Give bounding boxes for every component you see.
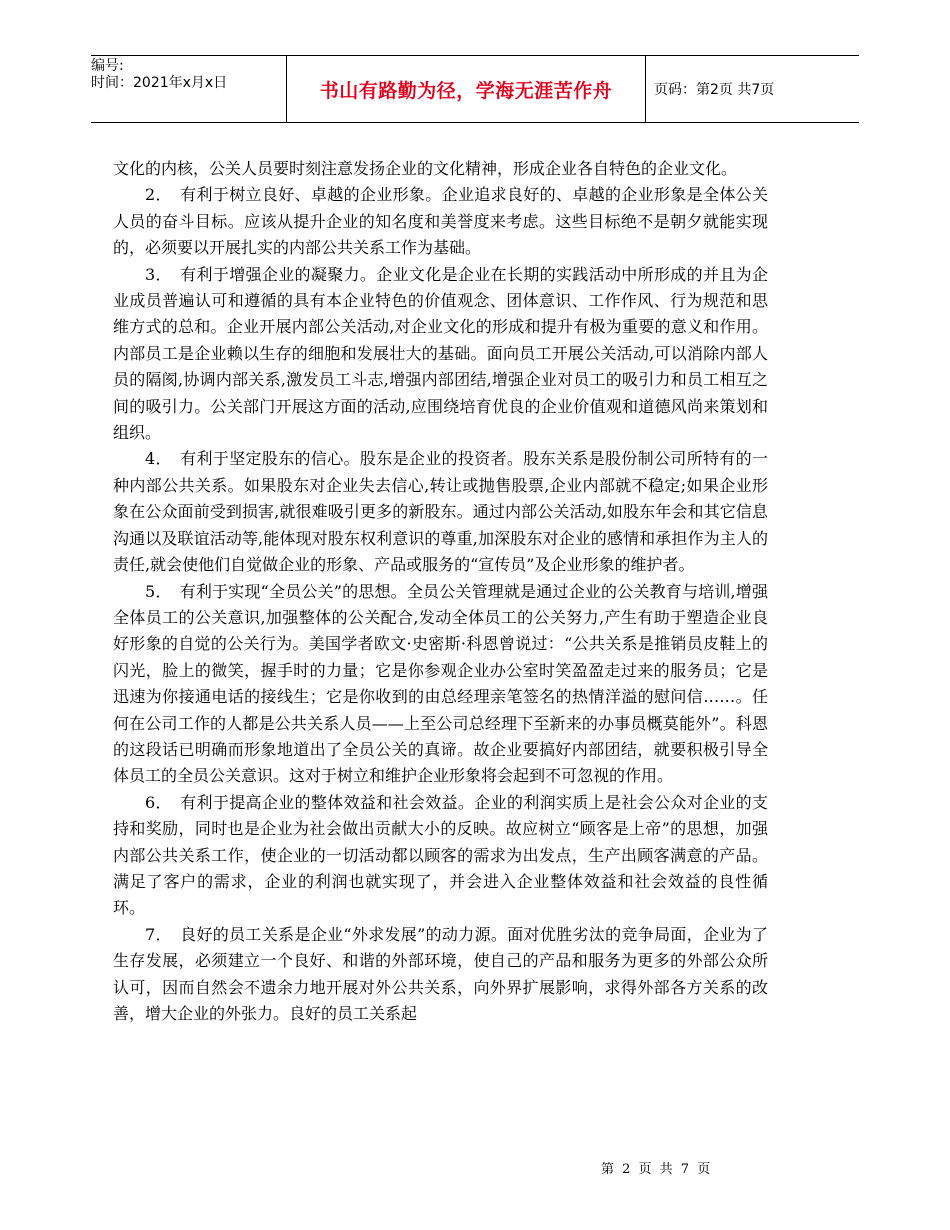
- paragraph: 文化的内核，公关人员要时刻注意发扬企业的文化精神，形成企业各自特色的企业文化。: [113, 159, 738, 178]
- header-page-info: 页码：第2页 共7页: [654, 82, 775, 98]
- paragraph: 4． 有利于坚定股东的信心。股东是企业的投资者。股东关系是股份制公司所特有的一种内部公共关系。如果股东对企业失去信心,转让或抛售股票,企业内部就不稳定;如果企业形象在公众面前受到损害,就很难吸引更多的新股东。通过内部公关活动,如股东年会和其它信息沟通以及联谊活动等,能体现对股东权利意识的尊重,加深股东对企业的感情和承担作为主人的责任,就会使他们自觉做企业的形象、产品或服务的“宣传员”及企业形象的维护者。: [113, 449, 768, 575]
- page-footer: 第 2 页 共 7 页: [601, 1162, 711, 1177]
- paragraph: 2． 有利于树立良好、卓越的企业形象。企业追求良好的、卓越的企业形象是全体公关人员的奋斗目标。应该从提升企业的知名度和美誉度来考虑。这些目标绝不是朝夕就能实现的，必须要以开展扎实的内部公共关系工作为基础。: [113, 185, 768, 258]
- header-meta: [91, 56, 286, 122]
- document-time: 时间：2021年x月x日: [91, 75, 228, 91]
- page-header: [91, 55, 859, 123]
- paragraph: 6． 有利于提高企业的整体效益和社会效益。企业的利润实质上是社会公众对企业的支持和奖励，同时也是企业为社会做出贡献大小的反映。故应树立“顾客是上帝”的思想，加强内部公共关系工作，使企业的一切活动都以顾客的需求为出发点，生产出顾客满意的产品。满足了客户的需求，企业的利润也就实现了，并会进入企业整体效益和社会效益的良性循环。: [113, 792, 768, 918]
- header-motto: 书山有路勤为径，学海无涯苦作舟: [286, 56, 646, 122]
- paragraph: 5． 有利于实现“全员公关”的思想。全员公关管理就是通过企业的公关教育与培训,增强全体员工的公关意识,加强整体的公关配合,发动全体员工的公关努力,产生有助于塑造企业良好形象的自觉的公关行为。美国学者欧文·史密斯·科恩曾说过：“公共关系是推销员皮鞋上的闪光，脸上的微笑，握手时的力量；它是你参观企业办公室时笑盈盈走过来的服务员；它是迅速为你接通电话的接线生；它是你收到的由总经理亲笔签名的热情洋溢的慰问信……。任何在公司工作的人都是公共关系人员——上至公司总经理下至新来的办事员概莫能外”。科恩的这段话已明确而形象地道出了全员公关的真谛。故企业要搞好内部团结，就要积极引导全体员工的全员公关意识。这对于树立和维护企业形象将会起到不可忽视的作用。: [113, 581, 768, 786]
- document-number-label: 编号:: [91, 58, 124, 74]
- document-body: [113, 156, 768, 1027]
- paragraph: 7． 良好的员工关系是企业“外求发展”的动力源。面对优胜劣汰的竞争局面，企业为了生存发展，必须建立一个良好、和谐的外部环境，使自己的产品和服务为更多的外部公众所认可，因而自然会不遗余力地开展对外公共关系，向外界扩展影响，求得外部各方关系的改善，增大企业的外张力。良好的员工关系起: [113, 924, 768, 1023]
- paragraph: 3． 有利于增强企业的凝聚力。企业文化是企业在长期的实践活动中所形成的并且为企业成员普遍认可和遵循的具有本企业特色的价值观念、团体意识、工作作风、行为规范和思维方式的总和。企业开展内部公关活动,对企业文化的形成和提升有极为重要的意义和作用。内部员工是企业赖以生存的细胞和发展壮大的基础。面向员工开展公关活动,可以消除内部人员的隔阂,协调内部关系,激发员工斗志,增强内部团结,增强企业对员工的吸引力和员工相互之间的吸引力。公关部门开展这方面的活动,应围绕培育优良的企业价值观和道德风尚来策划和组织。: [113, 264, 768, 443]
